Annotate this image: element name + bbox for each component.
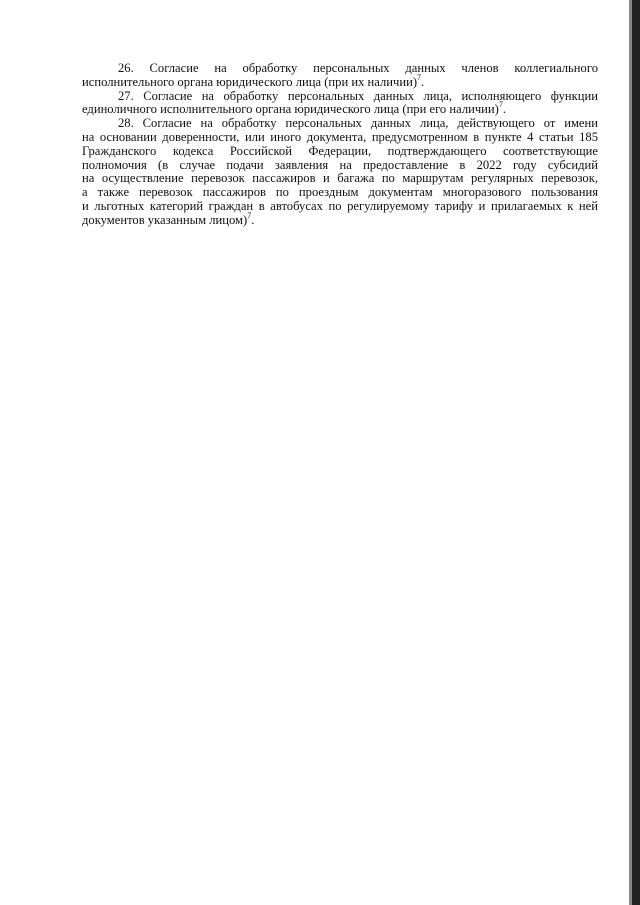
- text-line: Гражданского кодекса Российской Федерации, подтверждающего соответствующие: [82, 143, 598, 158]
- text-line: на основании доверенности, или иного документа, предусмотренном в пункте 4 статьи 185: [82, 129, 598, 144]
- text-line: 27. Согласие на обработку персональных данных лица, исполняющего функции: [118, 88, 598, 103]
- paragraph-28: [82, 117, 598, 227]
- footnote-ref: 7: [498, 100, 503, 110]
- text-line: 28. Согласие на обработку персональных данных лица, действующего от имени: [118, 116, 598, 131]
- document-body: [82, 62, 598, 228]
- punctuation: .: [421, 74, 425, 89]
- paragraph-27: [82, 90, 598, 118]
- text-line: [82, 100, 598, 117]
- punctuation: .: [502, 102, 507, 117]
- scan-edge: [632, 0, 640, 905]
- text-line: [82, 210, 598, 228]
- footnote-ref: 7: [417, 72, 422, 82]
- footnote-ref: 7: [247, 210, 252, 220]
- text-line: и льготных категорий граждан в автобусах по регулируемому тарифу и прилагаемых к ней: [82, 198, 598, 213]
- text-line-content: документов указанным лицом): [82, 212, 248, 227]
- text-line: 26. Согласие на обработку персональных данных членов коллегиального: [118, 61, 598, 75]
- text-line-content: исполнительного органа юридического лица (при их наличии): [82, 74, 418, 89]
- text-line: на осуществление перевозок пассажиров и багажа по маршрутам регулярных перевозок,: [82, 171, 598, 186]
- text-line: а также перевозок пассажиров по проездным документам многоразового пользования: [82, 185, 598, 200]
- text-line: полномочия (в случае подачи заявления на предоставление в 2022 году субсидий: [82, 157, 598, 172]
- punctuation: .: [251, 212, 255, 227]
- paragraph-26: [82, 62, 598, 90]
- text-line: [82, 72, 598, 90]
- text-line-content: единоличного исполнительного органа юридического лица (при его наличии): [82, 102, 499, 117]
